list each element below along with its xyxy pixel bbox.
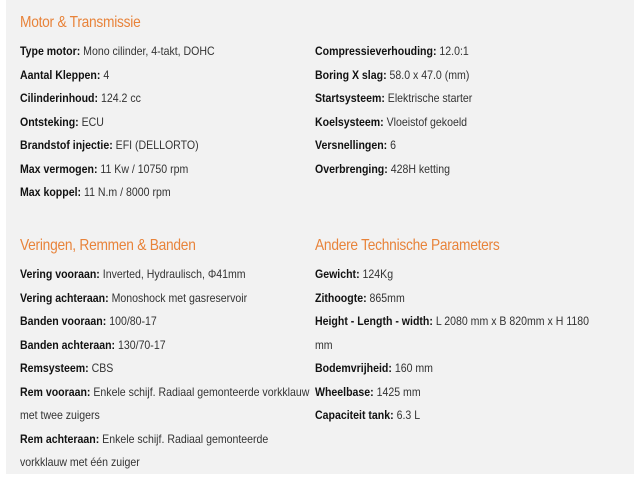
spec-label: Capaciteit tank: (315, 408, 394, 422)
spec-label: Remsysteem: (20, 361, 89, 375)
spec-row-boring-slag (315, 64, 592, 88)
spec-label: Wheelbase: (315, 384, 374, 399)
spec-value: 12.0:1 (439, 44, 469, 58)
spec-value: Elektrische starter (387, 91, 473, 105)
motor-section-title: Motor & Transmissie (20, 14, 141, 31)
spec-value: EFI (DELLORTO) (115, 138, 199, 152)
spec-sheet (6, 0, 634, 474)
spec-row-banden-achteraan (20, 334, 275, 358)
spec-value: 58.0 x 47.0 (mm) (389, 67, 470, 82)
spec-label: Aantal Kleppen: (20, 67, 101, 82)
spec-label: Max koppel: (20, 185, 82, 199)
spec-label: Rem vooraan: (20, 384, 91, 399)
spec-row-compressieverhouding (315, 40, 592, 64)
spec-value: 865mm (369, 290, 405, 305)
spec-value: 6.3 L (396, 408, 421, 422)
spec-row-versnellingen (315, 134, 592, 158)
spec-label: Koelsysteem: (315, 114, 384, 129)
spec-label: Vering achteraan: (20, 290, 109, 305)
spec-value: Mono cilinder, 4-takt, DOHC (83, 44, 215, 58)
spec-label: Compressieverhouding: (315, 44, 437, 58)
spec-row-rem-vooraan (20, 381, 310, 428)
spec-row-brandstof-injectie (20, 134, 275, 158)
spec-row-capaciteit-tank (315, 404, 592, 428)
spec-value: 6 (390, 138, 397, 152)
spec-value: Monoshock met gasreservoir (111, 290, 248, 305)
vering-section-title: Veringen, Remmen & Banden (20, 237, 196, 254)
spec-label: Vering vooraan: (20, 267, 100, 281)
spec-label: Max vermogen: (20, 161, 98, 176)
spec-label: Type motor: (20, 44, 81, 58)
spec-value: 11 N.m / 8000 rpm (83, 185, 171, 199)
spec-row-vering-vooraan (20, 263, 275, 287)
spec-label: Ontsteking: (20, 114, 79, 129)
spec-value: ECU (81, 114, 104, 129)
spec-label: Brandstof injectie: (20, 138, 113, 152)
spec-label: Height - Length - width: (315, 314, 433, 328)
andere-section-title: Andere Technische Parameters (315, 237, 500, 254)
spec-value: 1425 mm (376, 384, 421, 399)
spec-row-zithoogte (315, 287, 592, 311)
spec-row-ontsteking (20, 111, 275, 135)
spec-label: Rem achteraan: (20, 431, 100, 446)
spec-row-aantal-kleppen (20, 64, 275, 88)
spec-label: Boring X slag: (315, 67, 387, 82)
spec-row-gewicht (315, 263, 592, 287)
spec-row-koelsysteem (315, 111, 592, 135)
spec-row-max-vermogen (20, 158, 275, 182)
spec-label: Zithoogte: (315, 290, 367, 305)
spec-label: Banden achteraan: (20, 337, 116, 352)
spec-row-max-koppel (20, 181, 275, 205)
spec-value: 428H ketting (390, 161, 451, 176)
spec-value: Inverted, Hydraulisch, Φ41mm (102, 267, 246, 281)
spec-value: L 2080 mm x B 820mm x H 1180 mm (315, 314, 590, 352)
spec-value: 11 Kw / 10750 rpm (100, 161, 189, 176)
spec-label: Gewicht: (315, 267, 360, 281)
spec-label: Startsysteem: (315, 91, 385, 105)
spec-value: 100/80-17 (109, 314, 157, 328)
motor-section-right (315, 8, 630, 181)
spec-value: 130/70-17 (118, 337, 166, 352)
spec-row-startsysteem (315, 87, 592, 111)
spec-row-vering-achteraan (20, 287, 275, 311)
spec-row-wheelbase (315, 381, 592, 405)
spec-row-type-motor (20, 40, 275, 64)
spec-value: 124.2 cc (100, 91, 141, 105)
spec-row-cilinderinhoud (20, 87, 275, 111)
spec-value: 160 mm (394, 361, 433, 375)
spec-label: Bodemvrijheid: (315, 361, 392, 375)
spec-value: Vloeistof gekoeld (386, 114, 468, 129)
spec-label: Versnellingen: (315, 138, 388, 152)
spec-row-bodemvrijheid (315, 357, 592, 381)
spec-row-banden-vooraan (20, 310, 275, 334)
spec-label: Overbrenging: (315, 161, 388, 176)
spec-row-rem-achteraan (20, 428, 310, 475)
spec-row-overbrenging (315, 158, 592, 182)
vering-section (20, 231, 310, 475)
andere-section (315, 231, 630, 428)
spec-label: Cilinderinhoud: (20, 91, 99, 105)
spec-value: 4 (103, 67, 110, 82)
spec-value: Enkele schijf. Radiaal gemonteerde vorkklauw met twee zuigers (20, 384, 310, 422)
motor-section (20, 8, 310, 205)
spec-value: Enkele schijf. Radiaal gemonteerde vorkklauw met één zuiger (20, 431, 269, 469)
spec-value: 124Kg (362, 267, 394, 281)
spec-row-remsysteem (20, 357, 275, 381)
spec-label: Banden vooraan: (20, 314, 107, 328)
spec-value: CBS (91, 361, 114, 375)
spec-row-dimensions (315, 310, 605, 357)
